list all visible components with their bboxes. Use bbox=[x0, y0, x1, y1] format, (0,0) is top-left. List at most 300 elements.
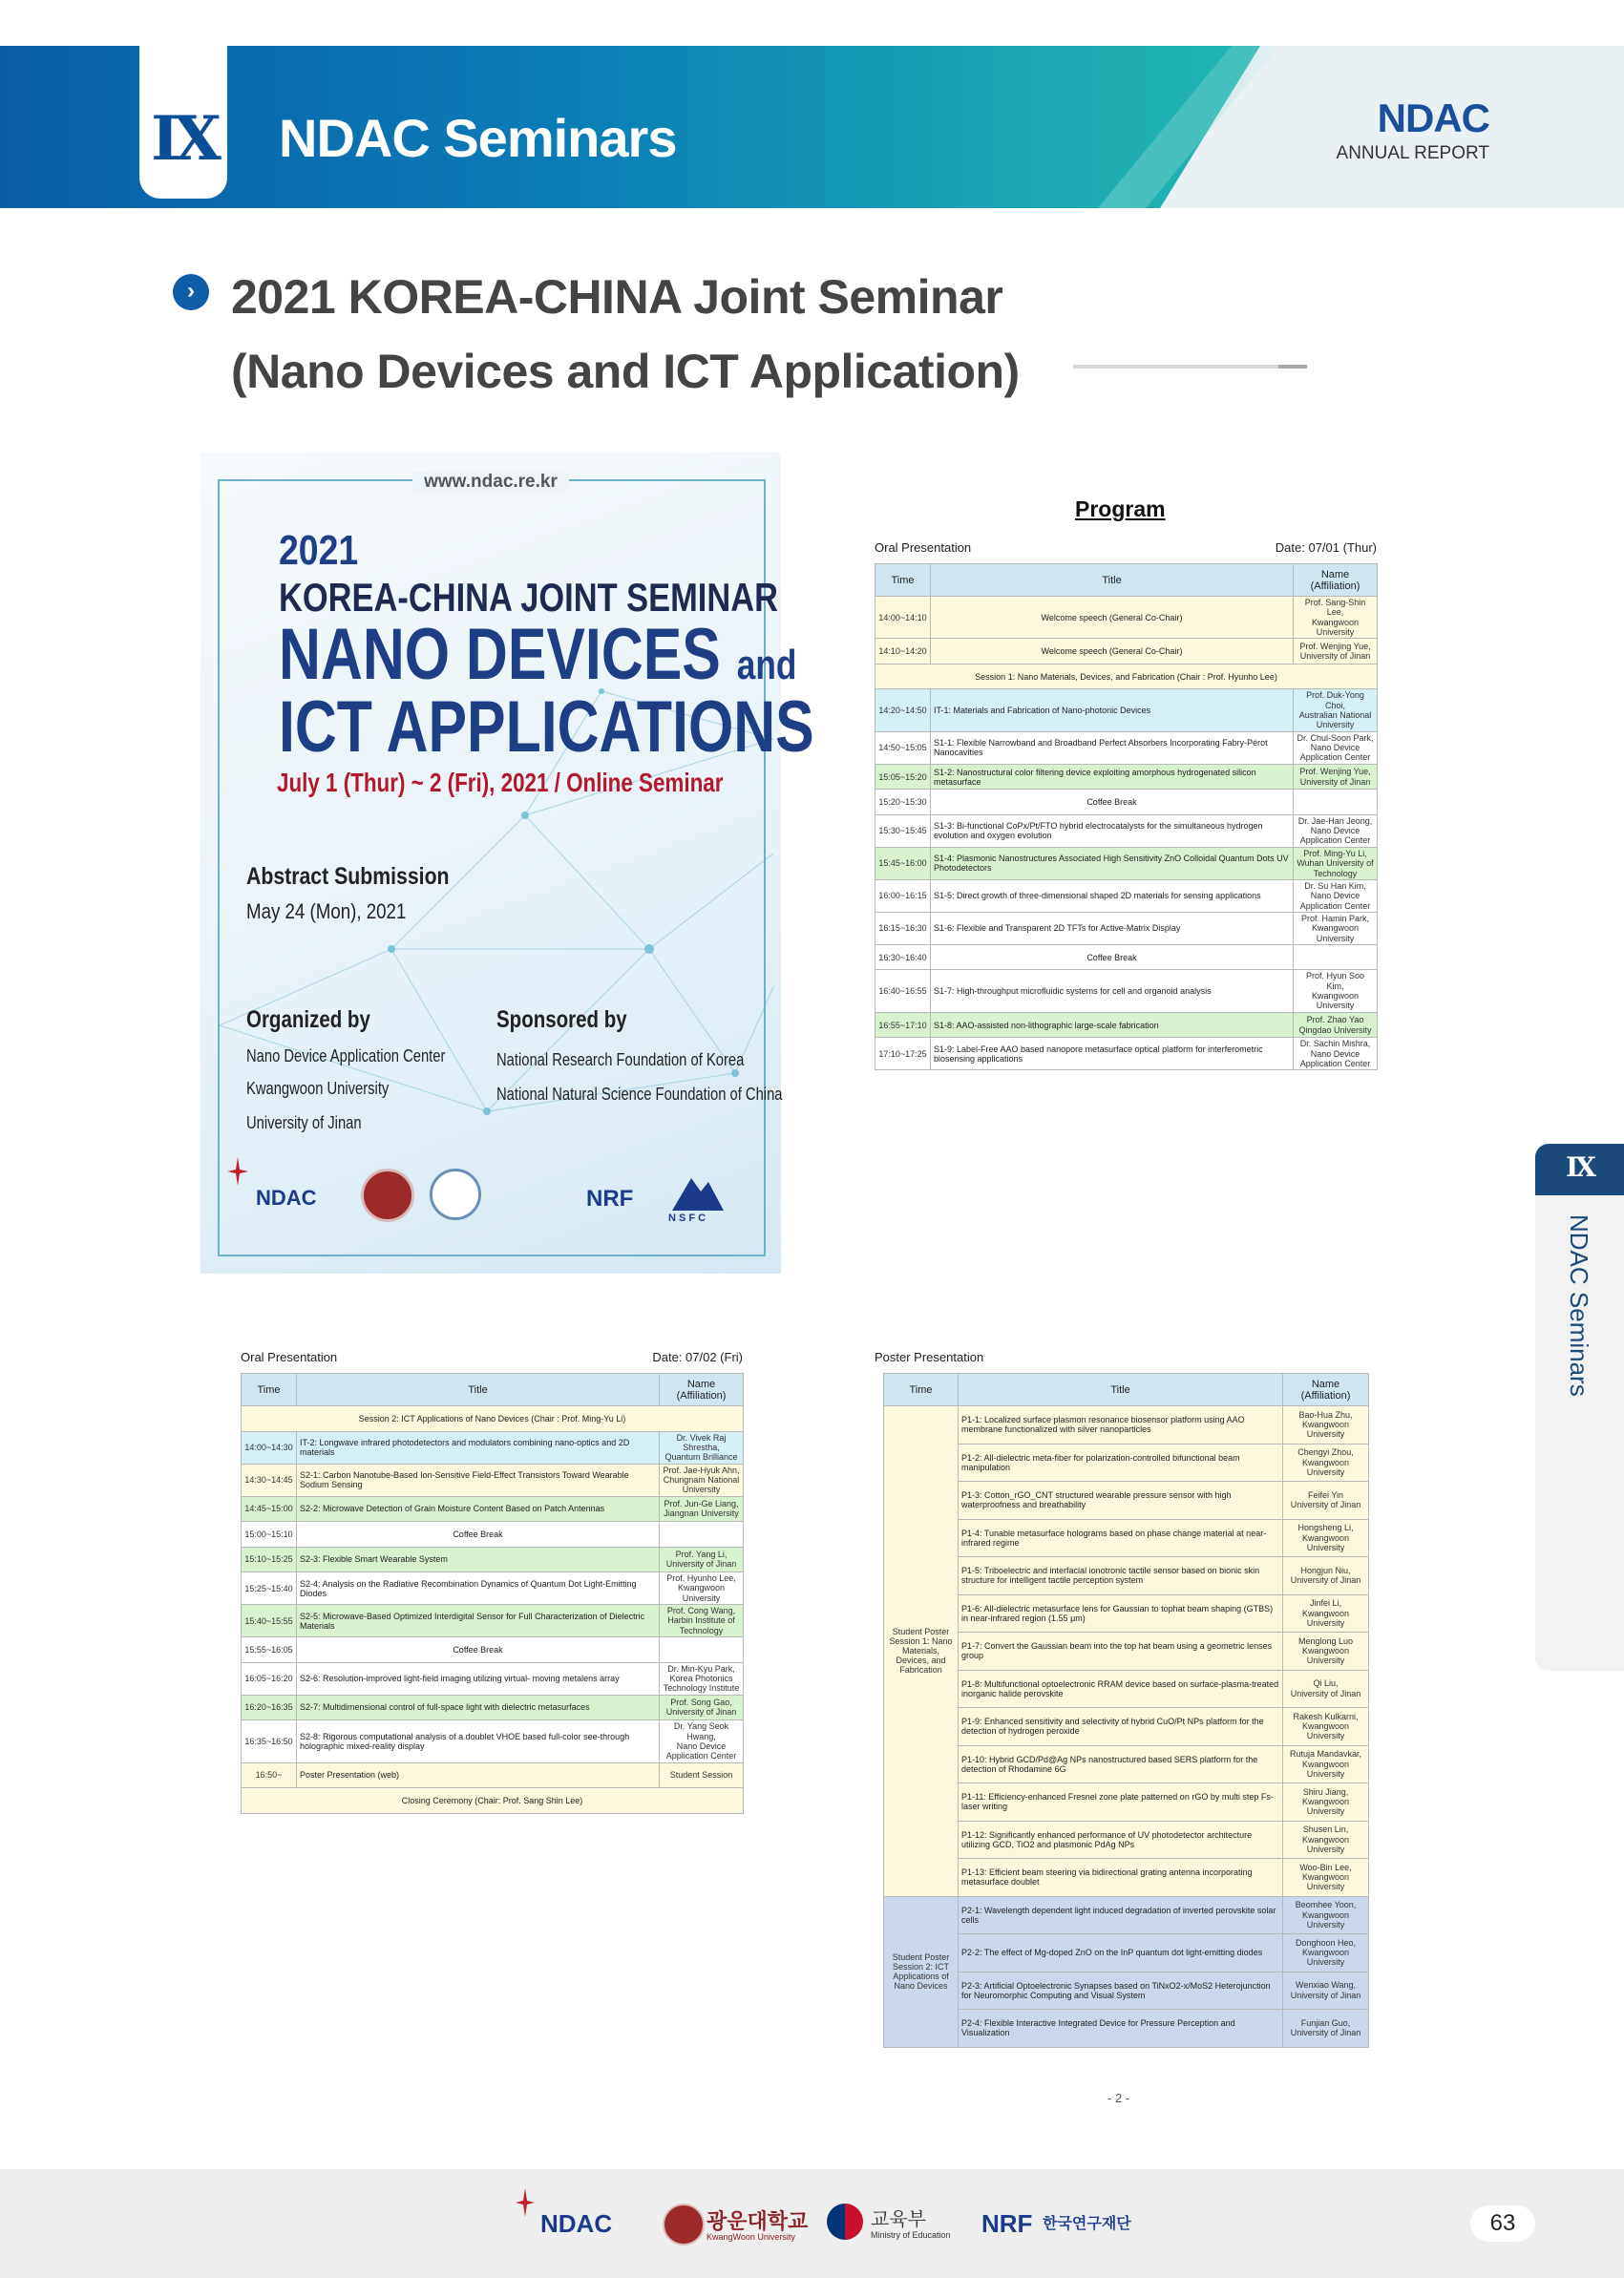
poster-topic-line2: ICT APPLICATIONS bbox=[279, 686, 814, 768]
presenter-affiliation: Kwangwoon University bbox=[1301, 1420, 1350, 1440]
break-cell: Coffee Break bbox=[297, 1522, 660, 1548]
seminar-poster bbox=[200, 453, 814, 1274]
col-header-name bbox=[1294, 564, 1378, 597]
col-header-name-label: Name bbox=[686, 1378, 716, 1390]
footer bbox=[0, 2169, 1624, 2278]
footer-ndac-logo: NDAC bbox=[540, 2209, 613, 2238]
presenter-cell bbox=[1294, 847, 1378, 879]
presenter-cell bbox=[1283, 1896, 1369, 1934]
jinan-seal bbox=[430, 1169, 481, 1220]
presenter-affiliation: Kwangwoon University bbox=[1301, 1457, 1350, 1477]
poster-abstract-title: Abstract Submission bbox=[246, 863, 450, 890]
poster-date: July 1 (Thur) ~ 2 (Fri), 2021 / Online Seminar bbox=[277, 768, 724, 797]
table-row bbox=[242, 1695, 744, 1720]
title-cell: S1-1: Flexible Narrowband and Broadband Perfect Absorbers Incorporating Fabry-Pérot Nanocavities bbox=[931, 731, 1294, 764]
presenter-affiliation: Nano Device Application Center bbox=[1299, 826, 1371, 846]
poster-organizer: Nano Device Application Center bbox=[246, 1046, 446, 1065]
presenter-affiliation: University of Jinan bbox=[665, 1559, 737, 1570]
oral2-label: Oral Presentation bbox=[241, 1350, 338, 1364]
presenter-cell bbox=[1294, 970, 1378, 1012]
empty-cell bbox=[1294, 944, 1378, 970]
time-cell: 14:00~14:30 bbox=[242, 1431, 297, 1464]
presenter-cell bbox=[660, 1720, 744, 1762]
empty-cell bbox=[1294, 790, 1378, 815]
ndac-star-icon bbox=[227, 1157, 248, 1186]
title-cell: P1-6: All-dielectric metasurface lens for Gaussian to tophat beam shaping (GTBS) in near-infrared region (1.55 μm) bbox=[959, 1594, 1283, 1633]
presenter-cell bbox=[1283, 1519, 1369, 1557]
presenter-name: Hongjun Niu, bbox=[1300, 1565, 1351, 1575]
program-label: Oral Presentation bbox=[875, 540, 972, 555]
oral2-table bbox=[241, 1373, 744, 1814]
title-cell: P1-8: Multifunctional optoelectronic RRAM device based on surface-plasma-treated inorganic halide perovskite bbox=[959, 1670, 1283, 1708]
poster-sponsor: National Research Foundation of Korea bbox=[496, 1050, 745, 1069]
header-title: NDAC Seminars bbox=[279, 108, 677, 168]
break-cell: Coffee Break bbox=[931, 944, 1294, 970]
title-cell: S1-8: AAO-assisted non-lithographic large-scale fabrication bbox=[931, 1012, 1294, 1038]
time-cell: 14:20~14:50 bbox=[875, 689, 931, 731]
title-cell: S2-5: Microwave-Based Optimized Interdigital Sensor for Full Characterization of Dielectric Materials bbox=[297, 1605, 660, 1637]
title-cell: S2-6: Resolution-improved light-field imaging utilizing virtual- moving metalens array bbox=[297, 1662, 660, 1695]
time-cell: 15:05~15:20 bbox=[875, 764, 931, 790]
presenter-name: Prof. Yang Li, bbox=[675, 1549, 728, 1559]
presenter-affiliation: Kwangwoon University bbox=[1311, 991, 1360, 1011]
presenter-name: Rakesh Kulkarni, bbox=[1293, 1711, 1359, 1721]
title-cell: S2-1: Carbon Nanotube-Based Ion-Sensitive Field-Effect Transistors Toward Wearable Sodium Sensing bbox=[297, 1464, 660, 1496]
col-header-affiliation: (Affiliation) bbox=[1300, 1389, 1351, 1402]
time-cell: 15:00~15:10 bbox=[242, 1522, 297, 1548]
presenter-name: Hongsheng Li, bbox=[1297, 1523, 1354, 1533]
time-cell: 14:00~14:10 bbox=[875, 597, 931, 639]
presenter-cell bbox=[1294, 1012, 1378, 1038]
poster-url: www.ndac.re.kr bbox=[200, 472, 781, 493]
footer-nrf-sub: 한국연구재단 bbox=[1043, 2216, 1131, 2232]
presenter-cell bbox=[1283, 1482, 1369, 1520]
table-row bbox=[875, 664, 1378, 689]
table-row bbox=[242, 1464, 744, 1496]
presenter-name: Dr. Yang Seok Hwang, bbox=[673, 1721, 729, 1741]
session-title: Session 2: ICT Applications of Nano Devices (Chair : Prof. Ming-Yu Li) bbox=[242, 1406, 744, 1432]
col-header-name bbox=[660, 1374, 744, 1406]
side-chapter-tab bbox=[1535, 1144, 1624, 1671]
title-cell: P1-12: Significantly enhanced performance of UV photodetector architecture utilizing GCD, TiO2 and plasmonic PdAg NPs bbox=[959, 1821, 1283, 1859]
presenter-affiliation: Kwangwoon University bbox=[1301, 1721, 1350, 1741]
presenter-cell bbox=[1294, 731, 1378, 764]
table-row bbox=[242, 1788, 744, 1814]
presenter-cell bbox=[1294, 814, 1378, 847]
title-cell: Poster Presentation (web) bbox=[297, 1762, 660, 1788]
time-cell: 16:05~16:20 bbox=[242, 1662, 297, 1695]
title-underline bbox=[1073, 365, 1307, 369]
time-cell: 17:10~17:25 bbox=[875, 1038, 931, 1070]
footer-moe-logo: 교육부 bbox=[871, 2209, 926, 2230]
presenter-affiliation: University of Jinan bbox=[1290, 1990, 1361, 2000]
ndac-star-icon bbox=[516, 2188, 535, 2217]
session-cell: Student Poster Session 1: Nano Materials, Devices, and Fabrication bbox=[884, 1406, 959, 1897]
presenter-affiliation: Kwangwoon University bbox=[1301, 1797, 1350, 1817]
time-cell: 16:50~ bbox=[242, 1762, 297, 1788]
time-cell: 14:30~14:45 bbox=[242, 1464, 297, 1496]
title-cell: P1-11: Efficiency-enhanced Fresnel zone plate patterned on rGO by multi step Fs-laser writing bbox=[959, 1783, 1283, 1822]
col-header-title: Title bbox=[297, 1374, 660, 1406]
presenter-cell bbox=[1283, 1633, 1369, 1671]
title-cell: P1-13: Efficient beam steering via bidirectional grating antenna incorporating metasurface doublet bbox=[959, 1859, 1283, 1897]
presenter-name: Donghoon Heo, bbox=[1295, 1937, 1357, 1948]
session-title: Closing Ceremony (Chair: Prof. Sang Shin Lee) bbox=[242, 1788, 744, 1814]
brand-subtitle: ANNUAL REPORT bbox=[1336, 143, 1489, 163]
presenter-cell bbox=[1294, 764, 1378, 790]
table-row bbox=[242, 1662, 744, 1695]
empty-cell bbox=[660, 1637, 744, 1663]
brand-block bbox=[1318, 95, 1489, 164]
presenter-affiliation: Nano Device Application Center bbox=[665, 1740, 737, 1761]
presenter-affiliation: Qingdao University bbox=[1298, 1024, 1372, 1035]
presenter-cell bbox=[1283, 1972, 1369, 2010]
title-cell: S2-2: Microwave Detection of Grain Moisture Content Based on Patch Antennas bbox=[297, 1496, 660, 1522]
table-row bbox=[875, 639, 1378, 664]
presenter-affiliation: Kwangwoon University bbox=[1301, 1834, 1350, 1854]
table-row bbox=[242, 1431, 744, 1464]
title-cell: P2-1: Wavelength dependent light induced degradation of inverted perovskite solar cells bbox=[959, 1896, 1283, 1934]
table-row bbox=[884, 1896, 1369, 1934]
presenter-name: Prof. Jun-Ge Liang, bbox=[664, 1498, 739, 1508]
presenter-affiliation: Kwangwoon University bbox=[1301, 1909, 1350, 1930]
title-cell: P2-3: Artificial Optoelectronic Synapses based on TiNxO2-x/MoS2 Heterojunction for Neuromorphic Computing and Visual System bbox=[959, 1972, 1283, 2010]
presenter-name: Prof. Hyunho Lee, bbox=[666, 1573, 736, 1584]
poster-organizer: Kwangwoon University bbox=[246, 1079, 390, 1098]
footer-kw-sub: KwangWoon University bbox=[707, 2232, 795, 2242]
presenter-name: Dr. Chul-Soon Park, bbox=[1297, 732, 1374, 743]
kwangwoon-seal bbox=[663, 2204, 705, 2246]
time-cell: 16:55~17:10 bbox=[875, 1012, 931, 1038]
nsfc-mountain-icon bbox=[672, 1169, 724, 1211]
time-cell: 15:10~15:25 bbox=[242, 1547, 297, 1572]
title-cell: S1-7: High-throughput microfluidic systems for cell and organoid analysis bbox=[931, 970, 1294, 1012]
presenter-cell bbox=[660, 1605, 744, 1637]
title-cell: S2-4: Analysis on the Radiative Recombination Dynamics of Quantum Dot Light-Emitting Diodes bbox=[297, 1572, 660, 1605]
time-cell: 16:35~16:50 bbox=[242, 1720, 297, 1762]
poster-ndac-logo: NDAC bbox=[256, 1186, 317, 1210]
table-row bbox=[242, 1406, 744, 1432]
presenter-affiliation: Kwangwoon University bbox=[1301, 1646, 1350, 1666]
presenter-name: Menglong Luo bbox=[1297, 1635, 1354, 1646]
col-header-title: Title bbox=[959, 1374, 1283, 1406]
presenter-name: Wenxiao Wang, bbox=[1295, 1980, 1357, 1991]
col-header-affiliation: (Affiliation) bbox=[1310, 580, 1360, 592]
time-cell: 16:15~16:30 bbox=[875, 912, 931, 944]
time-cell: 14:45~15:00 bbox=[242, 1496, 297, 1522]
poster-nrf-logo: NRF bbox=[586, 1186, 634, 1212]
presenter-name: Rutuja Mandavkar, bbox=[1289, 1749, 1362, 1760]
table-row bbox=[242, 1637, 744, 1663]
taegeuk-icon bbox=[827, 2204, 863, 2240]
program-table bbox=[875, 563, 1378, 1070]
table-row bbox=[242, 1762, 744, 1788]
presenter-affiliation: Kwangwoon University bbox=[1311, 923, 1360, 943]
title-cell: S2-3: Flexible Smart Wearable System bbox=[297, 1547, 660, 1572]
presenter-affiliation: Korea Photonics Technology Institute bbox=[663, 1673, 740, 1694]
chevron-right-icon: › bbox=[173, 274, 209, 310]
presenter-affiliation: University of Jinan bbox=[1290, 1500, 1361, 1510]
program-date: Date: 07/01 (Thur) bbox=[1275, 540, 1377, 555]
presenter-name: Qi Liu, bbox=[1313, 1678, 1339, 1689]
footer-nrf-logo: NRF bbox=[981, 2209, 1033, 2238]
table-row bbox=[875, 970, 1378, 1012]
presenter-cell bbox=[1283, 1406, 1369, 1445]
title-cell: S1-3: Bi-functional CoPx/Pt/FTO hybrid electrocatalysts for the simultaneous hydrogen evolution and oxygen evolution bbox=[931, 814, 1294, 847]
presenter-cell bbox=[1283, 2010, 1369, 2048]
presenter-cell bbox=[1283, 1821, 1369, 1859]
section-title-line1: 2021 KOREA-CHINA Joint Seminar bbox=[231, 270, 1003, 324]
title-cell: S1-2: Nanostructural color filtering device exploiting amorphous hydrogenated silicon metasurface bbox=[931, 764, 1294, 790]
document-page-number: - 2 - bbox=[1107, 2091, 1130, 2105]
table-row bbox=[875, 814, 1378, 847]
presenter-cell bbox=[1283, 1594, 1369, 1633]
presenter-affiliation: University of Jinan bbox=[665, 1707, 737, 1718]
page-number: 63 bbox=[1470, 2205, 1535, 2242]
presenter-affiliation: Nano Device Application Center bbox=[1299, 1048, 1371, 1068]
time-cell: 14:10~14:20 bbox=[875, 639, 931, 664]
presenter-name: Feifei Yin bbox=[1307, 1489, 1344, 1500]
presenter-name: Dr. Sachin Mishra, bbox=[1299, 1039, 1371, 1049]
presenter-affiliation: Kwangwoon University bbox=[1301, 1608, 1350, 1628]
col-header-time: Time bbox=[242, 1374, 297, 1406]
table-header-row bbox=[884, 1374, 1369, 1406]
presenter-affiliation: Kwangwoon University bbox=[1311, 617, 1360, 638]
table-row bbox=[875, 764, 1378, 790]
empty-cell bbox=[660, 1522, 744, 1548]
presenter-affiliation: University of Jinan bbox=[1290, 1575, 1361, 1586]
session-cell: Student Poster Session 2: ICT Applications of Nano Devices bbox=[884, 1896, 959, 2047]
presenter-cell bbox=[660, 1547, 744, 1572]
presenter-cell bbox=[1283, 1783, 1369, 1822]
poster-table bbox=[883, 1373, 1369, 2048]
oral2-date: Date: 07/02 (Fri) bbox=[652, 1350, 743, 1364]
presenter-name: Dr. Su Han Kim, bbox=[1304, 880, 1366, 891]
presenter-name: Jinfei Li, bbox=[1309, 1598, 1342, 1609]
table-row bbox=[875, 912, 1378, 944]
title-cell: S2-8: Rigorous computational analysis of a doublet VHOE based full-color see-through holographic mixed-reality display bbox=[297, 1720, 660, 1762]
presenter-affiliation: University of Jinan bbox=[1290, 1688, 1361, 1698]
presenter-name: Prof. Song Gao, bbox=[670, 1698, 732, 1708]
presenter-affiliation: Nano Device Application Center bbox=[1299, 743, 1371, 763]
time-cell: 15:55~16:05 bbox=[242, 1637, 297, 1663]
presenter-name: Dr. Jae-Han Jeong, bbox=[1297, 815, 1373, 826]
presenter-name: Prof. Wenjing Yue, bbox=[1299, 767, 1371, 777]
presenter-cell bbox=[1283, 1859, 1369, 1897]
program-heading: Program bbox=[1075, 496, 1166, 521]
presenter-name: Prof. Jae-Hyuk Ahn, bbox=[663, 1465, 740, 1475]
poster-pres-label: Poster Presentation bbox=[875, 1350, 984, 1364]
session-title: Session 1: Nano Materials, Devices, and Fabrication (Chair : Prof. Hyunho Lee) bbox=[875, 664, 1378, 689]
presenter-cell bbox=[660, 1695, 744, 1720]
time-cell: 16:40~16:55 bbox=[875, 970, 931, 1012]
title-cell: P2-4: Flexible Interactive Integrated Device for Pressure Perception and Visualization bbox=[959, 2010, 1283, 2048]
presenter-name: Woo-Bin Lee, bbox=[1299, 1862, 1352, 1872]
poster-seminar-name: KOREA-CHINA JOINT SEMINAR bbox=[279, 575, 778, 620]
title-cell: P1-7: Convert the Gaussian beam into the top hat beam using a geometric lenses group bbox=[959, 1633, 1283, 1671]
poster-topic-line1: NANO DEVICES and bbox=[279, 614, 797, 695]
presenter-cell bbox=[1283, 1670, 1369, 1708]
presenter-name: Dr. Min-Kyu Park, bbox=[667, 1663, 735, 1674]
poster-abstract-date: May 24 (Mon), 2021 bbox=[246, 899, 407, 923]
presenter-name: Prof. Duk-Yong Choi, bbox=[1306, 690, 1364, 710]
poster-sponsored-title: Sponsored by bbox=[496, 1006, 627, 1033]
table-row bbox=[875, 790, 1378, 815]
kwangwoon-seal bbox=[361, 1169, 414, 1222]
presenter-name: Prof. Wenjing Yue, bbox=[1299, 641, 1371, 651]
col-header-time: Time bbox=[884, 1374, 959, 1406]
col-header-name bbox=[1283, 1374, 1369, 1406]
table-row bbox=[875, 689, 1378, 731]
presenter-name: Prof. Hamin Park, bbox=[1300, 913, 1370, 923]
presenter-affiliation: Australian National University bbox=[1298, 710, 1372, 730]
break-cell: Coffee Break bbox=[931, 790, 1294, 815]
section-title-line2: (Nano Devices and ICT Application) bbox=[231, 345, 1020, 398]
presenter-cell bbox=[660, 1496, 744, 1522]
presenter-name: Bao-Hua Zhu, bbox=[1298, 1409, 1353, 1420]
title-cell: P1-3: Cotton_rGO_CNT structured wearable pressure sensor with high waterproofness and breathability bbox=[959, 1482, 1283, 1520]
title-cell: S1-9: Label-Free AAO based nanopore metasurface optical platform for interferometric biosensing applications bbox=[931, 1038, 1294, 1070]
chapter-tab bbox=[139, 46, 227, 199]
title-cell: S1-4: Plasmonic Nanostructures Associated High Sensitivity ZnO Colloidal Quantum Dots UV Photodetectors bbox=[931, 847, 1294, 879]
table-row bbox=[242, 1605, 744, 1637]
presenter-affiliation: Kwangwoon University bbox=[677, 1583, 726, 1603]
presenter-affiliation: Quantum Brilliance bbox=[664, 1452, 738, 1463]
presenter-name: Student Session bbox=[669, 1770, 733, 1781]
table-row bbox=[875, 597, 1378, 639]
title-cell: P1-4: Tunable metasurface holograms based on phase change material at near-infrared regime bbox=[959, 1519, 1283, 1557]
presenter-name: Beomhee Yoon, bbox=[1295, 1900, 1357, 1910]
presenter-cell bbox=[660, 1431, 744, 1464]
side-tab-label: NDAC Seminars bbox=[1565, 1214, 1593, 1397]
col-header-time: Time bbox=[875, 564, 931, 597]
presenter-cell bbox=[1283, 1934, 1369, 1972]
presenter-affiliation: Chungnam National University bbox=[663, 1474, 740, 1495]
presenter-affiliation: University of Jinan bbox=[1290, 2028, 1361, 2038]
table-row bbox=[242, 1572, 744, 1605]
poster-sponsor: National Natural Science Foundation of China bbox=[496, 1085, 783, 1104]
time-cell: 14:50~15:05 bbox=[875, 731, 931, 764]
col-header-affiliation: (Affiliation) bbox=[676, 1389, 727, 1402]
presenter-cell bbox=[1283, 1745, 1369, 1783]
presenter-affiliation: University of Jinan bbox=[1299, 651, 1371, 662]
presenter-cell bbox=[660, 1762, 744, 1788]
time-cell: 16:20~16:35 bbox=[242, 1695, 297, 1720]
presenter-affiliation: Kwangwoon University bbox=[1301, 1532, 1350, 1552]
poster-nsfc-logo: N S F C bbox=[668, 1213, 707, 1224]
title-cell: P1-5: Triboelectric and interfacial ionotronic tactile sensor based on bionic skin structure for intelligent tactile perception system bbox=[959, 1557, 1283, 1595]
presenter-name: Prof. Hyun Soo Kim, bbox=[1305, 971, 1365, 991]
title-cell: P1-9: Enhanced sensitivity and selectivity of hybrid CuO/Pt NPs platform for the detection of hydrogen peroxide bbox=[959, 1708, 1283, 1746]
presenter-cell bbox=[1294, 879, 1378, 912]
time-cell: 15:40~15:55 bbox=[242, 1605, 297, 1637]
title-cell: S2-7: Multidimensional control of full-space light with dielectric metasurfaces bbox=[297, 1695, 660, 1720]
table-row bbox=[875, 944, 1378, 970]
presenter-affiliation: Jiangnan University bbox=[664, 1508, 739, 1519]
title-cell: P1-1: Localized surface plasmon resonance biosensor platform using AAO membrane functionalized with silver nanoparticles bbox=[959, 1406, 1283, 1445]
presenter-cell bbox=[660, 1464, 744, 1496]
brand-logo: NDAC bbox=[1377, 95, 1489, 140]
poster-organizer: University of Jinan bbox=[246, 1113, 362, 1132]
presenter-cell bbox=[1283, 1557, 1369, 1595]
presenter-affiliation: Kwangwoon University bbox=[1301, 1759, 1350, 1779]
presenter-name: Chengyi Zhou, bbox=[1297, 1447, 1354, 1458]
side-tab-chapter: IX bbox=[1535, 1144, 1624, 1195]
col-header-name-label: Name bbox=[1311, 1378, 1340, 1390]
presenter-affiliation: Kwangwoon University bbox=[1301, 1948, 1350, 1968]
time-cell: 16:00~16:15 bbox=[875, 879, 931, 912]
table-row bbox=[875, 1012, 1378, 1038]
presenter-affiliation: Nano Device Application Center bbox=[1299, 891, 1371, 911]
presenter-name: Prof. Cong Wang, bbox=[666, 1606, 736, 1616]
time-cell: 15:25~15:40 bbox=[242, 1572, 297, 1605]
table-row bbox=[875, 731, 1378, 764]
title-cell: Welcome speech (General Co-Chair) bbox=[931, 597, 1294, 639]
footer-kw-logo: 광운대학교 bbox=[707, 2209, 809, 2233]
presenter-cell bbox=[1294, 689, 1378, 731]
chapter-number: IX bbox=[151, 103, 216, 175]
table-row bbox=[884, 1406, 1369, 1445]
title-cell: P2-2: The effect of Mg-doped ZnO on the InP quantum dot light-emitting diodes bbox=[959, 1934, 1283, 1972]
col-header-title: Title bbox=[931, 564, 1294, 597]
presenter-name: Dr. Vivek Raj Shrestha, bbox=[676, 1432, 727, 1452]
table-header-row bbox=[242, 1374, 744, 1406]
presenter-cell bbox=[660, 1572, 744, 1605]
title-cell: S1-6: Flexible and Transparent 2D TFTs for Active-Matrix Display bbox=[931, 912, 1294, 944]
break-cell: Coffee Break bbox=[297, 1637, 660, 1663]
presenter-name: Shiru Jiang, bbox=[1302, 1786, 1349, 1797]
presenter-affiliation: Harbin Institute of Technology bbox=[667, 1615, 735, 1635]
title-cell: S1-5: Direct growth of three-dimensional shaped 2D materials for sensing applications bbox=[931, 879, 1294, 912]
presenter-affiliation: Wuhan University of Technology bbox=[1297, 858, 1374, 878]
section-title bbox=[231, 260, 1020, 409]
time-cell: 15:20~15:30 bbox=[875, 790, 931, 815]
table-row bbox=[242, 1547, 744, 1572]
presenter-name: Shusen Lin, bbox=[1302, 1825, 1349, 1835]
footer-moe-sub: Ministry of Education bbox=[871, 2230, 951, 2240]
presenter-cell bbox=[660, 1662, 744, 1695]
time-cell: 16:30~16:40 bbox=[875, 944, 931, 970]
presenter-name: Funjian Guo, bbox=[1300, 2017, 1351, 2028]
title-cell: IT-2: Longwave infrared photodetectors and modulators combining nano-optics and 2D materials bbox=[297, 1431, 660, 1464]
presenter-name: Prof. Zhao Yao bbox=[1306, 1015, 1364, 1025]
title-cell: P1-2: All-dielectric meta-fiber for polarization-controlled bifunctional beam manipulation bbox=[959, 1444, 1283, 1482]
presenter-name: Prof. Ming-Yu Li, bbox=[1303, 848, 1367, 858]
presenter-name: Prof. Sang-Shin Lee, bbox=[1304, 598, 1366, 618]
title-cell: Welcome speech (General Co-Chair) bbox=[931, 639, 1294, 664]
table-row bbox=[875, 879, 1378, 912]
presenter-cell bbox=[1294, 597, 1378, 639]
title-cell: P1-10: Hybrid GCD/Pd@Ag NPs nanostructured based SERS platform for the detection of Rhodamine 6G bbox=[959, 1745, 1283, 1783]
title-cell: IT-1: Materials and Fabrication of Nano-photonic Devices bbox=[931, 689, 1294, 731]
poster-organized-title: Organized by bbox=[246, 1006, 370, 1033]
presenter-affiliation: University of Jinan bbox=[1299, 776, 1371, 787]
table-row bbox=[242, 1720, 744, 1762]
poster-year: 2021 bbox=[279, 527, 359, 574]
col-header-name-label: Name bbox=[1320, 568, 1350, 580]
table-row bbox=[242, 1522, 744, 1548]
table-row bbox=[875, 847, 1378, 879]
presenter-cell bbox=[1283, 1708, 1369, 1746]
presenter-affiliation: Kwangwoon University bbox=[1301, 1872, 1350, 1892]
presenter-cell bbox=[1283, 1444, 1369, 1482]
time-cell: 15:30~15:45 bbox=[875, 814, 931, 847]
presenter-cell bbox=[1294, 912, 1378, 944]
presenter-cell bbox=[1294, 639, 1378, 664]
presenter-cell bbox=[1294, 1038, 1378, 1070]
time-cell: 15:45~16:00 bbox=[875, 847, 931, 879]
table-header-row bbox=[875, 564, 1378, 597]
